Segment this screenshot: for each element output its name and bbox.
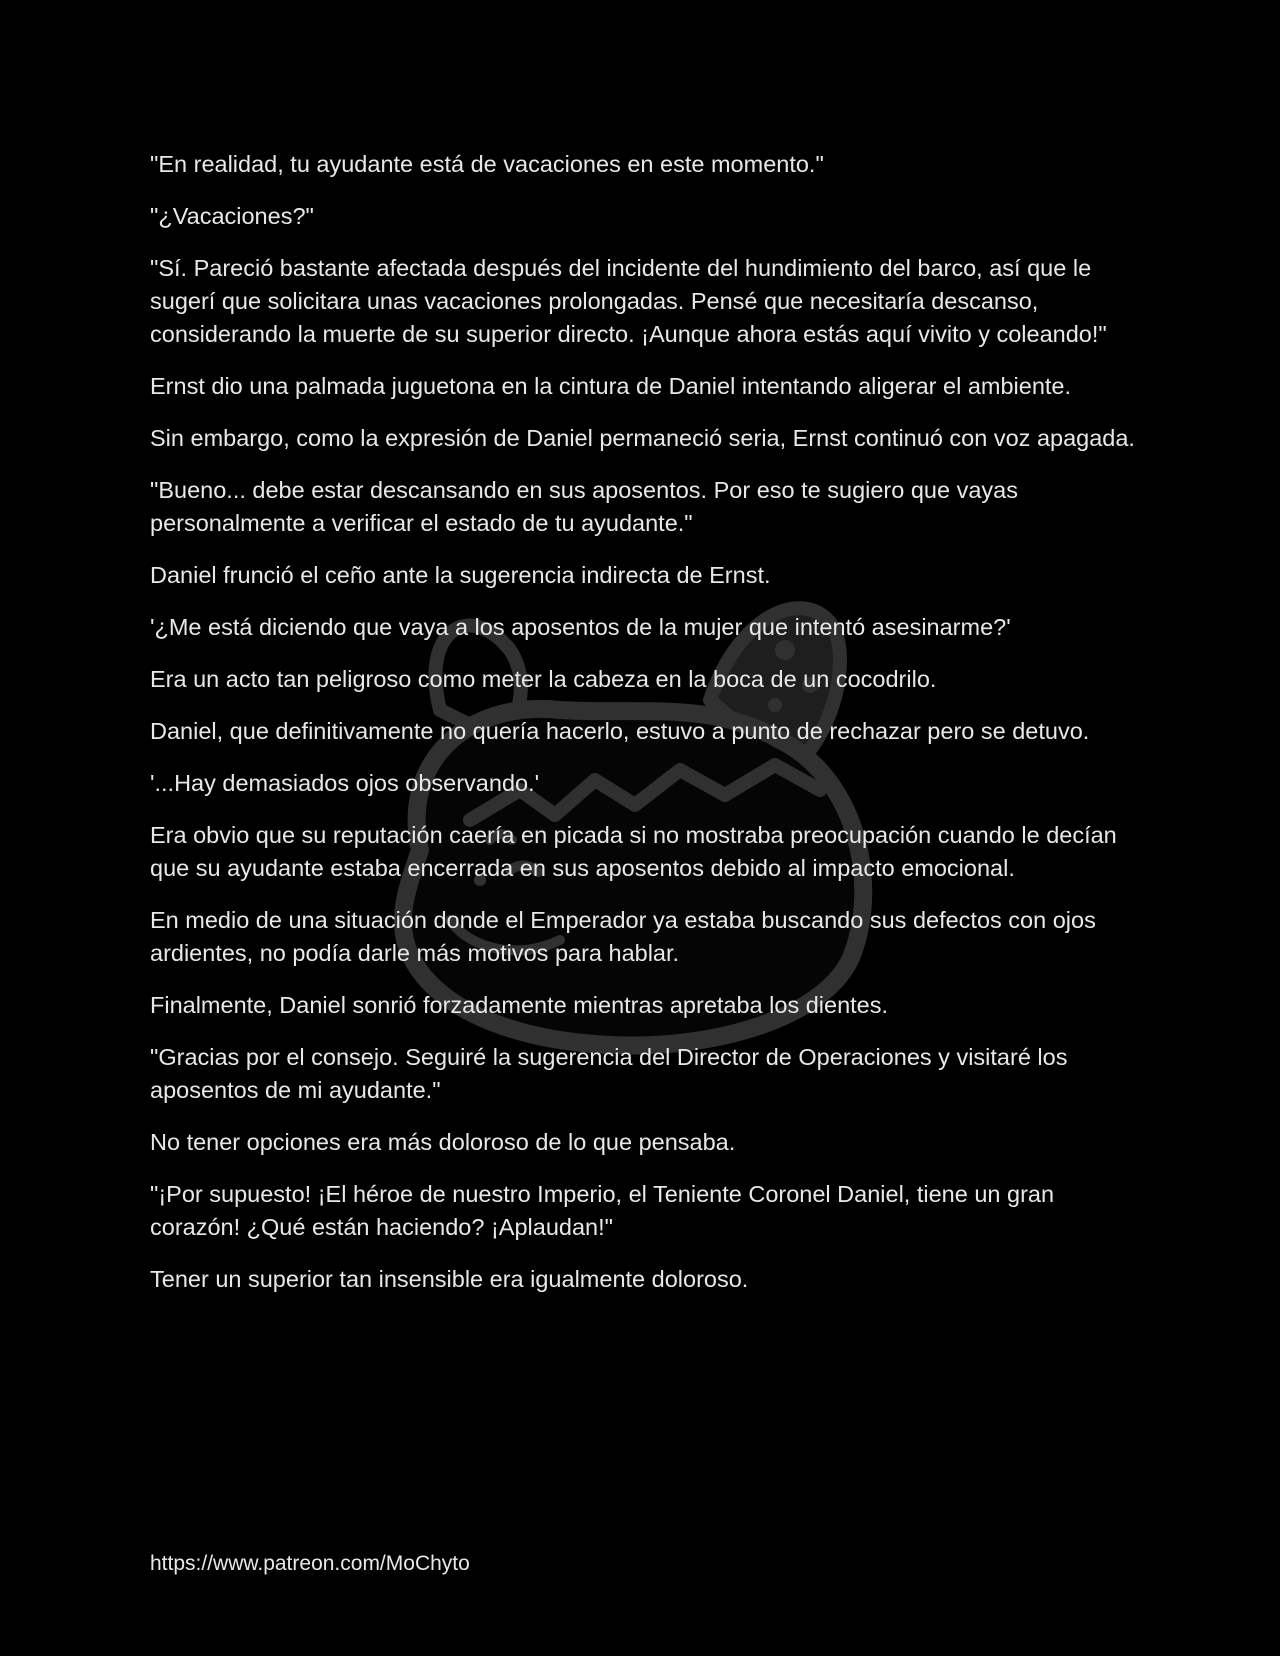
- patreon-link[interactable]: https://www.patreon.com/MoChyto: [150, 1552, 470, 1575]
- paragraph: Daniel, que definitivamente no quería hacerlo, estuvo a punto de rechazar pero se detuvo.: [150, 718, 1090, 744]
- paragraph: No tener opciones era más doloroso de lo que pensaba.: [150, 1129, 736, 1155]
- paragraph: "Gracias por el consejo. Seguiré la sugerencia del Director de Operaciones y visitaré los aposentos de mi ayudante.": [150, 1044, 1068, 1103]
- paragraph: Sin embargo, como la expresión de Daniel permaneció seria, Ernst continuó con voz apagada.: [150, 425, 1135, 451]
- paragraph: Tener un superior tan insensible era igualmente doloroso.: [150, 1266, 749, 1292]
- paragraph: Era un acto tan peligroso como meter la cabeza en la boca de un cocodrilo.: [150, 666, 937, 692]
- paragraph: Daniel frunció el ceño ante la sugerencia indirecta de Ernst.: [150, 562, 771, 588]
- story-text: [150, 148, 1140, 1315]
- paragraph: '...Hay demasiados ojos observando.': [150, 770, 540, 796]
- paragraph: En medio de una situación donde el Emperador ya estaba buscando sus defectos con ojos ardientes, no podía darle más motivos para hablar.: [150, 907, 1096, 966]
- paragraph: Era obvio que su reputación caería en picada si no mostraba preocupación cuando le decían que su ayudante estaba encerrada en sus aposentos debido al impacto emocional.: [150, 822, 1117, 881]
- paragraph: "¡Por supuesto! ¡El héroe de nuestro Imperio, el Teniente Coronel Daniel, tiene un gran corazón! ¿Qué están haciendo? ¡Aplaudan!": [150, 1181, 1055, 1240]
- paragraph: "En realidad, tu ayudante está de vacaciones en este momento.": [150, 151, 824, 177]
- paragraph: "¿Vacaciones?": [150, 203, 314, 229]
- paragraph: Finalmente, Daniel sonrió forzadamente mientras apretaba los dientes.: [150, 992, 889, 1018]
- paragraph: "Sí. Pareció bastante afectada después del incidente del hundimiento del barco, así que le sugerí que solicitara unas vacaciones prolongadas. Pensé que necesitaría descanso, considerando la muerte de su superior directo. ¡Aunque ahora estás aquí vivito y coleando!": [150, 255, 1107, 347]
- paragraph: Ernst dio una palmada juguetona en la cintura de Daniel intentando aligerar el ambiente.: [150, 373, 1072, 399]
- paragraph: "Bueno... debe estar descansando en sus aposentos. Por eso te sugiero que vayas personalmente a verificar el estado de tu ayudante.": [150, 477, 1018, 536]
- paragraph: '¿Me está diciendo que vaya a los aposentos de la mujer que intentó asesinarme?': [150, 614, 1011, 640]
